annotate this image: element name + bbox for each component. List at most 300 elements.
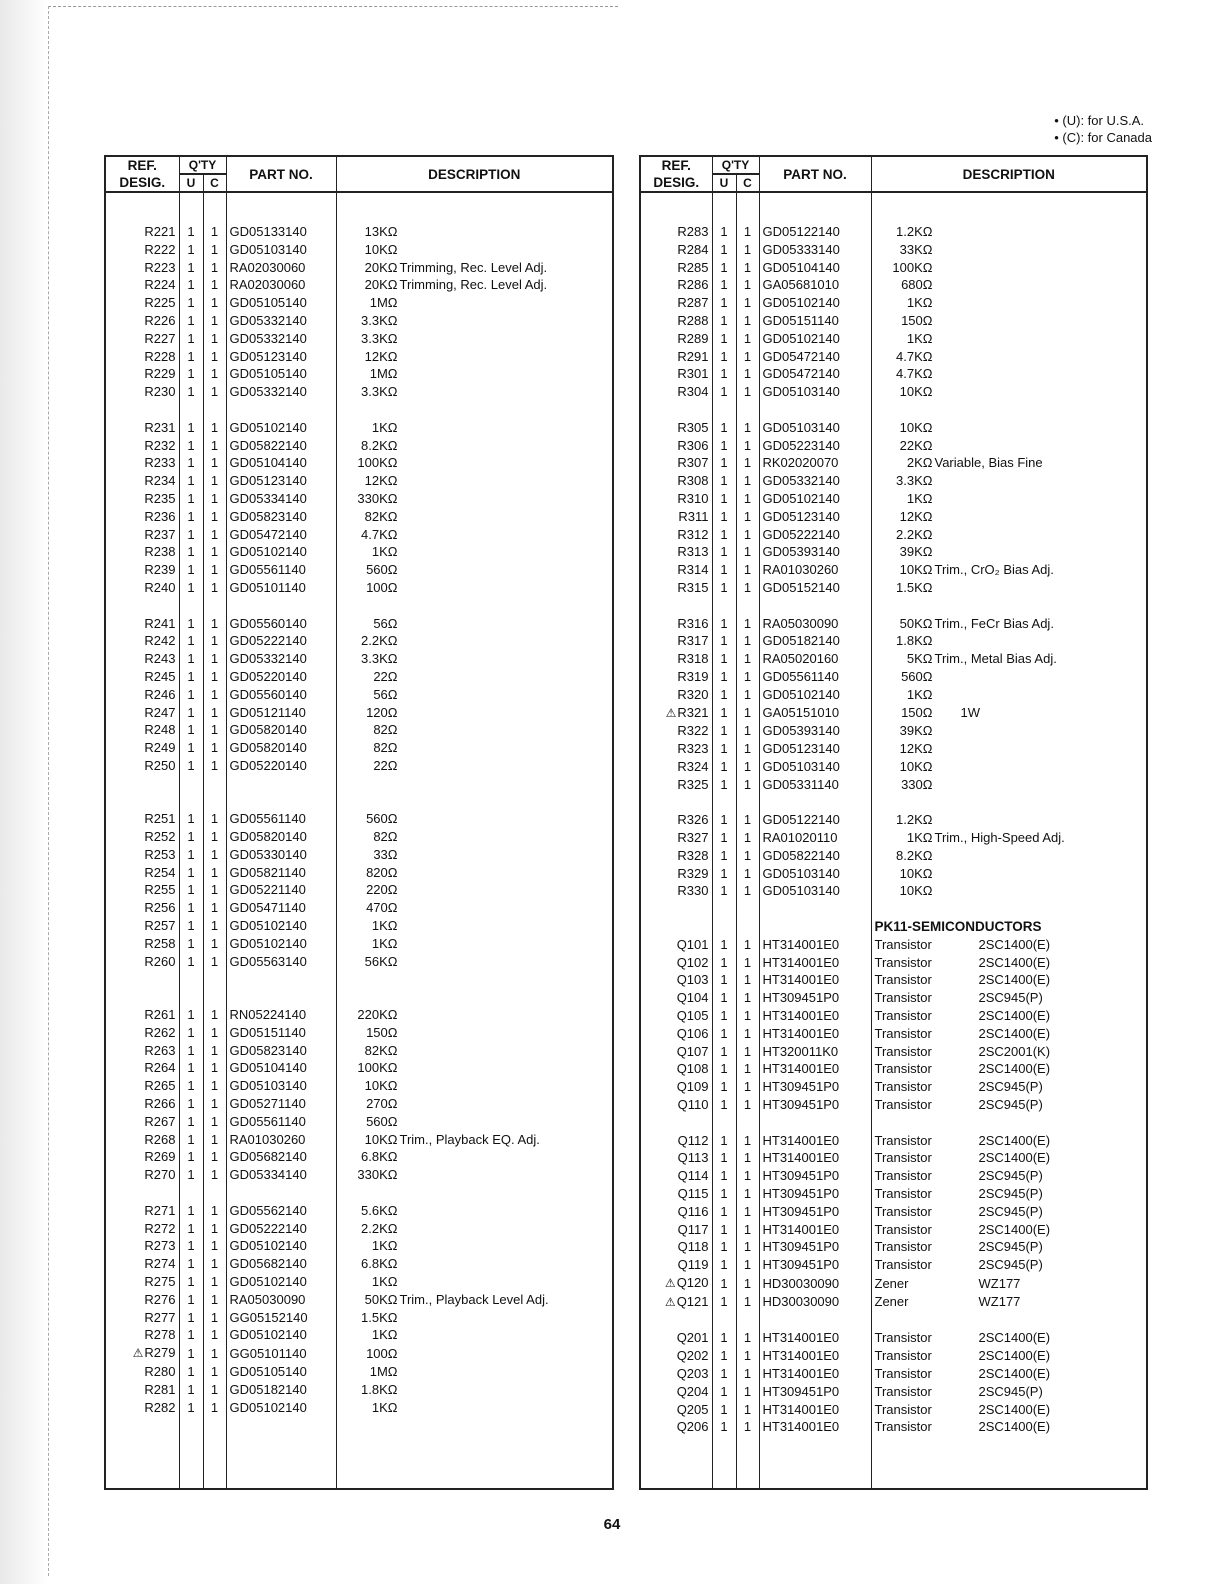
ref-cell xyxy=(105,686,179,704)
ref-cell xyxy=(640,561,712,579)
qty-u-cell: 1 xyxy=(712,1293,736,1312)
component-note: Trim., CrO₂ Bias Adj. xyxy=(934,562,1054,578)
table-row xyxy=(640,1043,1147,1061)
table-row xyxy=(105,508,613,526)
resistance-value: 82Ω xyxy=(373,722,398,738)
blank-cell xyxy=(736,794,759,812)
qty-c-cell: 1 xyxy=(203,1291,226,1309)
description-cell xyxy=(871,1149,1147,1167)
ref-designator: R232 xyxy=(144,437,176,453)
part-number-cell: GD05333140 xyxy=(759,241,871,259)
ref-designator: Q107 xyxy=(676,1043,709,1059)
description-cell xyxy=(871,989,1147,1007)
component-type: Transistor xyxy=(874,936,932,952)
part-number-cell: HT320011K0 xyxy=(759,1043,871,1061)
part-number-cell: GD05334140 xyxy=(226,1166,336,1184)
ref-designator: R270 xyxy=(144,1167,176,1183)
qty-c-cell: 1 xyxy=(203,1095,226,1113)
blank-cell xyxy=(203,988,226,1006)
description-cell xyxy=(336,757,613,775)
description-cell xyxy=(336,1113,613,1131)
qty-c-cell: 1 xyxy=(203,1042,226,1060)
spacer-row xyxy=(640,401,1147,419)
qty-u-cell: 1 xyxy=(179,1095,203,1113)
qty-u-cell: 1 xyxy=(179,1381,203,1399)
qty-u-cell: 1 xyxy=(179,1166,203,1184)
qty-c-cell: 1 xyxy=(736,276,759,294)
qty-c-cell: 1 xyxy=(203,419,226,437)
resistance-value: 5KΩ xyxy=(906,651,933,667)
table-row xyxy=(640,668,1147,686)
description-cell xyxy=(336,668,613,686)
qty-c-cell: 1 xyxy=(203,276,226,294)
component-model: 2SC1400(E) xyxy=(978,1132,1051,1148)
part-number-cell: GD05105140 xyxy=(226,1363,336,1381)
part-number-cell: GD05823140 xyxy=(226,508,336,526)
ref-cell xyxy=(105,437,179,455)
resistance-value: 3.3KΩ xyxy=(896,473,933,489)
qty-u-cell: 1 xyxy=(179,881,203,899)
ref-cell xyxy=(640,1078,712,1096)
component-model: 2SC945(P) xyxy=(978,1168,1043,1184)
qty-c-cell: 1 xyxy=(203,259,226,277)
part-number-cell: GD05104140 xyxy=(759,259,871,277)
table-row xyxy=(640,561,1147,579)
blank-cell xyxy=(226,1416,336,1489)
qty-u-cell: 1 xyxy=(179,383,203,401)
part-number-cell: GD05103140 xyxy=(759,419,871,437)
blank-cell xyxy=(759,1436,871,1489)
ref-designator: R285 xyxy=(677,259,709,275)
blank-cell xyxy=(105,793,179,811)
blank-cell xyxy=(640,597,712,615)
qty-c-cell: 1 xyxy=(203,294,226,312)
description-cell xyxy=(336,1077,613,1095)
table-row xyxy=(105,846,613,864)
qty-u-cell: 1 xyxy=(712,1185,736,1203)
description-cell xyxy=(871,1238,1147,1256)
resistance-value: 10KΩ xyxy=(364,1131,398,1147)
qty-u-cell: 1 xyxy=(179,953,203,971)
ref-designator: R258 xyxy=(144,935,176,951)
description-cell xyxy=(336,1059,613,1077)
ref-cell xyxy=(640,1418,712,1436)
qty-c-cell: 1 xyxy=(203,721,226,739)
qty-c-cell: 1 xyxy=(203,437,226,455)
qty-c-cell: 1 xyxy=(736,348,759,366)
table-row xyxy=(105,1006,613,1024)
part-number-cell: GD05220140 xyxy=(226,668,336,686)
ref-designator: Q206 xyxy=(676,1419,709,1435)
qty-u-cell: 1 xyxy=(712,437,736,455)
part-number-cell: RA05020160 xyxy=(759,650,871,668)
description-cell xyxy=(336,472,613,490)
table-row xyxy=(640,1096,1147,1114)
part-number-cell: RK02020070 xyxy=(759,454,871,472)
component-note: Trim., FeCr Bias Adj. xyxy=(934,615,1054,631)
qty-c-cell: 1 xyxy=(736,989,759,1007)
ref-cell xyxy=(640,1329,712,1347)
description-cell xyxy=(871,419,1147,437)
qty-c-cell: 1 xyxy=(203,526,226,544)
qty-u-cell: 1 xyxy=(712,882,736,900)
qty-c-cell: 1 xyxy=(736,740,759,758)
qty-c-cell: 1 xyxy=(203,1006,226,1024)
ref-designator: R326 xyxy=(677,812,709,828)
resistance-value: 33KΩ xyxy=(899,241,933,257)
part-number-cell: HT314001E0 xyxy=(759,1365,871,1383)
description-cell xyxy=(336,846,613,864)
component-type: Transistor xyxy=(874,1348,932,1364)
table-row xyxy=(105,1095,613,1113)
qty-c-cell: 1 xyxy=(203,1077,226,1095)
part-number-cell: GD05271140 xyxy=(226,1095,336,1113)
safety-warning-icon: ⚠ xyxy=(665,705,677,720)
qty-u-cell: 1 xyxy=(712,383,736,401)
qty-u-cell: 1 xyxy=(179,1399,203,1417)
qty-u-cell: 1 xyxy=(712,615,736,633)
ref-cell xyxy=(105,650,179,668)
ref-designator: R251 xyxy=(144,811,176,827)
qty-c-cell: 1 xyxy=(736,1078,759,1096)
qty-u-cell: 1 xyxy=(712,758,736,776)
description-cell xyxy=(871,1365,1147,1383)
description-cell xyxy=(336,650,613,668)
resistance-value: 12KΩ xyxy=(899,508,933,524)
qty-c-cell: 1 xyxy=(203,1344,226,1363)
blank-cell xyxy=(336,401,613,419)
component-note: Trim., High-Speed Adj. xyxy=(934,830,1065,846)
ref-designator: R246 xyxy=(144,686,176,702)
qty-u-cell: 1 xyxy=(712,1149,736,1167)
qty-u-cell: 1 xyxy=(179,1363,203,1381)
qty-u-cell: 1 xyxy=(712,259,736,277)
blank-cell xyxy=(105,1416,179,1489)
component-model: WZ177 xyxy=(978,1275,1021,1291)
description-cell xyxy=(871,954,1147,972)
qty-c-cell: 1 xyxy=(203,1024,226,1042)
blank-cell xyxy=(871,1312,1147,1330)
qty-c-cell: 1 xyxy=(203,1273,226,1291)
ref-cell xyxy=(640,1043,712,1061)
resistance-value: 1MΩ xyxy=(369,366,398,382)
blank-cell xyxy=(203,793,226,811)
part-number-cell: HT309451P0 xyxy=(759,1078,871,1096)
description-cell xyxy=(336,312,613,330)
part-number-cell: HT309451P0 xyxy=(759,1383,871,1401)
qty-c-cell: 1 xyxy=(203,864,226,882)
resistance-value: 1KΩ xyxy=(371,1274,398,1290)
table-row xyxy=(640,847,1147,865)
ref-designator: R256 xyxy=(144,900,176,916)
blank-cell xyxy=(105,775,179,793)
ref-designator: R237 xyxy=(144,526,176,542)
qty-c-cell: 1 xyxy=(736,223,759,241)
qty-u-cell: 1 xyxy=(712,1418,736,1436)
part-number-cell: HT314001E0 xyxy=(759,1007,871,1025)
blank-cell xyxy=(712,597,736,615)
description-cell xyxy=(871,1060,1147,1078)
qty-c-cell: 1 xyxy=(736,490,759,508)
description-cell xyxy=(871,811,1147,829)
spacer-row xyxy=(105,775,613,793)
ref-cell xyxy=(105,561,179,579)
blank-cell xyxy=(712,918,736,936)
scan-edge-left xyxy=(48,6,49,1576)
qty-u-cell: 1 xyxy=(179,1273,203,1291)
description-cell xyxy=(871,223,1147,241)
resistance-value: 12KΩ xyxy=(899,741,933,757)
description-cell xyxy=(336,1024,613,1042)
qty-c-cell: 1 xyxy=(736,1365,759,1383)
part-number-cell: GD05122140 xyxy=(759,811,871,829)
description-cell xyxy=(336,348,613,366)
part-number-cell: HT309451P0 xyxy=(759,1256,871,1274)
table-row xyxy=(640,1185,1147,1203)
qty-c-cell: 1 xyxy=(203,1131,226,1149)
ref-designator: R316 xyxy=(677,615,709,631)
description-cell xyxy=(336,526,613,544)
ref-cell xyxy=(105,383,179,401)
part-number-cell: HT309451P0 xyxy=(759,1167,871,1185)
part-number-cell: GD05820140 xyxy=(226,828,336,846)
ref-cell xyxy=(640,1383,712,1401)
blank-cell xyxy=(736,900,759,918)
qty-c-cell: 1 xyxy=(203,1309,226,1327)
qty-u-cell: 1 xyxy=(712,1167,736,1185)
description-cell xyxy=(871,437,1147,455)
qty-c-cell: 1 xyxy=(203,490,226,508)
table-row xyxy=(105,472,613,490)
resistance-value: 1KΩ xyxy=(906,330,933,346)
ref-cell xyxy=(640,1132,712,1150)
qty-c-cell: 1 xyxy=(203,312,226,330)
part-number-cell: GD05823140 xyxy=(226,1042,336,1060)
part-number-cell: GD05332140 xyxy=(759,472,871,490)
resistance-value: 22KΩ xyxy=(899,437,933,453)
table-row xyxy=(640,348,1147,366)
qty-c-cell: 1 xyxy=(736,847,759,865)
description-cell xyxy=(871,1007,1147,1025)
qty-u-cell: 1 xyxy=(179,437,203,455)
ref-cell xyxy=(640,276,712,294)
table-row xyxy=(640,1132,1147,1150)
qty-u-cell: 1 xyxy=(179,739,203,757)
qty-u-cell: 1 xyxy=(179,1059,203,1077)
part-number-cell: GD05561140 xyxy=(759,668,871,686)
section-cell xyxy=(871,918,1147,936)
part-number-cell: HT309451P0 xyxy=(759,1238,871,1256)
table-row xyxy=(640,1274,1147,1293)
qty-u-cell: 1 xyxy=(712,1221,736,1239)
blank-cell xyxy=(203,597,226,615)
ref-cell xyxy=(105,1381,179,1399)
resistance-value: 3.3KΩ xyxy=(361,384,398,400)
table-row xyxy=(640,829,1147,847)
blank-cell xyxy=(336,192,613,223)
resistance-value: 2.2KΩ xyxy=(361,633,398,649)
spacer-row xyxy=(105,401,613,419)
blank-cell xyxy=(759,794,871,812)
description-cell xyxy=(871,330,1147,348)
blank-cell xyxy=(871,900,1147,918)
qty-u-cell: 1 xyxy=(712,508,736,526)
qty-u-cell: 1 xyxy=(179,508,203,526)
description-cell xyxy=(871,882,1147,900)
part-number-cell: GD05332140 xyxy=(226,650,336,668)
blank-cell xyxy=(336,1184,613,1202)
component-model: 2SC1400(E) xyxy=(978,1366,1051,1381)
qty-u-cell: 1 xyxy=(179,365,203,383)
table-row xyxy=(640,632,1147,650)
part-number-cell: GD05123140 xyxy=(226,472,336,490)
blank-cell xyxy=(871,1114,1147,1132)
ref-cell xyxy=(105,1166,179,1184)
blank-cell xyxy=(871,794,1147,812)
table-row xyxy=(105,1166,613,1184)
table-row xyxy=(640,650,1147,668)
ref-designator: Q112 xyxy=(677,1132,709,1148)
ref-cell xyxy=(640,954,712,972)
component-model: 2SC945(P) xyxy=(978,1097,1043,1113)
qty-c-cell: 1 xyxy=(736,294,759,312)
resistance-value: 12KΩ xyxy=(364,473,398,489)
description-cell xyxy=(871,1203,1147,1221)
ref-cell xyxy=(640,936,712,954)
table-row xyxy=(640,1221,1147,1239)
table-row xyxy=(105,1309,613,1327)
spacer-row xyxy=(105,793,613,811)
blank-cell xyxy=(736,1312,759,1330)
table-row xyxy=(105,259,613,277)
blank-cell xyxy=(736,1436,759,1489)
resistance-value: 1.5KΩ xyxy=(361,1309,398,1325)
ref-cell xyxy=(640,1060,712,1078)
qty-u-cell: 1 xyxy=(179,668,203,686)
table-row xyxy=(105,1077,613,1095)
blank-cell xyxy=(179,775,203,793)
description-cell xyxy=(871,936,1147,954)
ref-cell xyxy=(105,615,179,633)
qty-u-cell: 1 xyxy=(179,899,203,917)
resistance-value: 1KΩ xyxy=(906,686,933,702)
description-cell xyxy=(871,1078,1147,1096)
qty-c-cell: 1 xyxy=(736,1025,759,1043)
ref-cell xyxy=(105,864,179,882)
part-number-cell: GD05182140 xyxy=(226,1381,336,1399)
qty-u-header: U xyxy=(179,174,203,192)
ref-designator: Q102 xyxy=(676,954,709,970)
component-type: Transistor xyxy=(874,1186,932,1202)
ref-cell xyxy=(640,1096,712,1114)
ref-cell xyxy=(105,1255,179,1273)
qty-u-cell: 1 xyxy=(712,276,736,294)
qty-u-cell: 1 xyxy=(179,312,203,330)
component-model: WZ177 xyxy=(978,1294,1021,1310)
qty-c-cell: 1 xyxy=(736,1203,759,1221)
qty-u-cell: 1 xyxy=(712,722,736,740)
ref-designator: Q116 xyxy=(677,1203,709,1219)
qty-c-cell: 1 xyxy=(736,437,759,455)
part-number-cell: RN05224140 xyxy=(226,1006,336,1024)
resistance-value: 120Ω xyxy=(366,704,398,720)
description-cell xyxy=(871,829,1147,847)
qty-u-cell: 1 xyxy=(179,223,203,241)
ref-designator: R284 xyxy=(677,241,709,257)
component-type: Zener xyxy=(874,1294,909,1310)
part-number-cell: GD05102140 xyxy=(226,419,336,437)
blank-cell xyxy=(736,192,759,223)
blank-cell xyxy=(179,1184,203,1202)
ref-cell xyxy=(105,312,179,330)
description-cell xyxy=(336,721,613,739)
ref-designator: Q110 xyxy=(677,1097,709,1113)
qty-c-cell: 1 xyxy=(736,1274,759,1293)
ref-designator: Q204 xyxy=(676,1383,709,1399)
resistance-value: 1KΩ xyxy=(371,935,398,951)
qty-c-cell: 1 xyxy=(736,1185,759,1203)
ref-cell xyxy=(640,1256,712,1274)
ref-designator: R301 xyxy=(677,366,709,382)
part-number-cell: RA02030060 xyxy=(226,276,336,294)
blank-cell xyxy=(640,918,712,936)
ref-cell xyxy=(105,828,179,846)
table-row xyxy=(640,686,1147,704)
ref-cell xyxy=(105,419,179,437)
ref-designator: R304 xyxy=(677,384,709,400)
ref-designator: Q115 xyxy=(677,1186,709,1202)
part-number-cell: GD05102140 xyxy=(226,1326,336,1344)
description-cell xyxy=(871,971,1147,989)
resistance-value: 1KΩ xyxy=(371,544,398,560)
part-number-cell: GD05820140 xyxy=(226,739,336,757)
qty-c-cell: 1 xyxy=(203,1059,226,1077)
ref-cell xyxy=(640,1203,712,1221)
blank-cell xyxy=(712,192,736,223)
parts-table-left-body xyxy=(105,192,613,1489)
ref-cell xyxy=(640,1185,712,1203)
qty-c-cell: 1 xyxy=(736,1096,759,1114)
component-model: 2SC1400(E) xyxy=(978,1401,1051,1417)
table-row xyxy=(105,1059,613,1077)
qty-c-cell: 1 xyxy=(203,1166,226,1184)
resistance-value: 220Ω xyxy=(366,882,398,898)
qty-u-cell: 1 xyxy=(179,526,203,544)
spacer-row xyxy=(640,597,1147,615)
table-row xyxy=(640,1293,1147,1312)
table-row xyxy=(105,757,613,775)
ref-cell xyxy=(640,1238,712,1256)
qty-u-cell: 1 xyxy=(712,1096,736,1114)
page-number: 64 xyxy=(603,1516,621,1533)
description-cell xyxy=(871,776,1147,794)
description-cell xyxy=(871,668,1147,686)
qty-u-cell: 1 xyxy=(179,917,203,935)
ref-designator: R239 xyxy=(144,562,176,578)
component-type: Transistor xyxy=(874,1257,932,1273)
description-cell xyxy=(871,1043,1147,1061)
part-number-cell: GD05330140 xyxy=(226,846,336,864)
ref-cell xyxy=(640,365,712,383)
qty-u-cell: 1 xyxy=(179,1344,203,1363)
ref-cell xyxy=(105,259,179,277)
qty-u-cell: 1 xyxy=(712,1203,736,1221)
description-cell xyxy=(871,1401,1147,1419)
qty-u-cell: 1 xyxy=(712,936,736,954)
part-number-cell: GD05151140 xyxy=(226,1024,336,1042)
table-row xyxy=(105,437,613,455)
table-row xyxy=(640,954,1147,972)
